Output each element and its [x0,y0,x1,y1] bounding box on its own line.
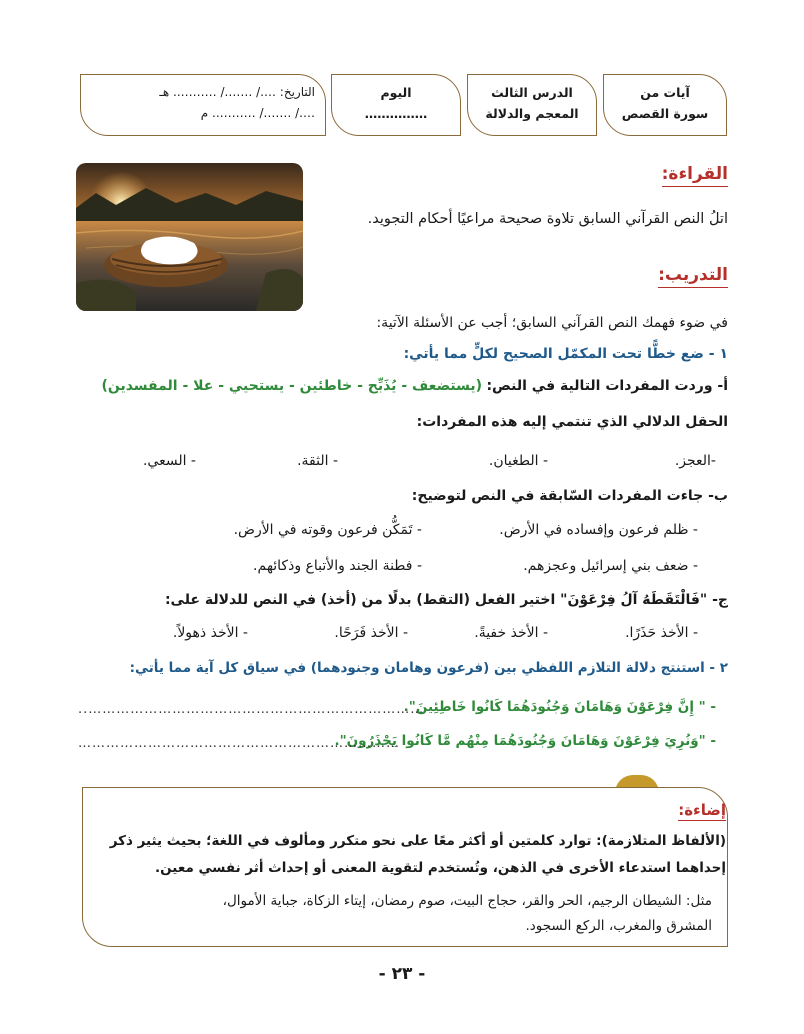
header-date-gregorian: …./ ……./ ……….. م [200,106,315,120]
option-1b-3[interactable]: - ضعف بني إسرائيل وعجزهم. [523,558,698,574]
answer-line-2[interactable]: …………………………………………………………… [78,736,400,751]
option-1c-3[interactable]: - الأخذ فَرَحًا. [334,625,408,641]
header-surah-box [603,74,727,136]
question-1c-prefix: ج- [707,592,728,608]
reading-title: القراءة: [661,164,728,184]
question-1a [101,378,728,394]
basket-river-image [76,163,303,311]
reading-instruction: اتلُ النص القرآني السابق تلاوة صحيحة مراعيًا أحكام التجويد. [367,211,728,227]
question-2-label: ٢ - استنتج دلالة التلازم اللفظي بين (فرعون وهامان وجنودهما) في سياق كل آية مما يأتي: [129,660,728,676]
header-date-hijri: التاريخ: …./ ……./ ……….. هـ [159,85,315,99]
question-2-verse-1: - " إِنَّ فِرْعَوْنَ وَهَامَانَ وَجُنُودَهُمَا كَانُوا خَاطِئِينَ". [403,699,716,715]
question-1b-question: ب- جاءت المفردات السّابقة في النص لتوضيح: [411,488,728,504]
header-day-blank: …………… [364,106,428,121]
header-lesson-box [467,74,597,136]
option-1c-4[interactable]: - الأخذ ذهولاً. [172,625,248,641]
training-intro: في ضوء فهمك النص القرآني السابق؛ أجب عن الأسئلة الآتية: [376,315,728,331]
option-1c-1[interactable]: - الأخذ حَذَرًا. [625,625,698,641]
option-1a-4[interactable]: - السعي. [142,453,196,469]
question-1a-question: الحقل الدلالي الذي تنتمي إليه هذه المفردات: [416,414,728,430]
option-1c-2[interactable]: - الأخذ خفيةً. [474,625,548,641]
info-title: إضاءة: [678,801,726,819]
header-lesson-line2: المعجم والدلالة [485,106,579,121]
question-1c [165,592,728,608]
header-lesson-line1: الدرس الثالث [491,85,573,100]
info-definition-line-1: (الألفاظ المتلازمة): توارد كلمتين أو أكثر معًا على نحو متكرر ومألوف في اللغة؛ بحيث يثير ذكر [109,833,726,849]
info-example-line-2: المشرق والمغرب، الركع السجود. [525,918,712,934]
option-1a-1[interactable]: -العجز. [674,453,716,469]
info-definition-line-2: إحداهما استدعاء الأخرى في الذهن، وتُستخدم لتقوية المعنى أو إحداث أثر نفسي معين. [155,860,726,876]
header-surah-line2: سورة القصص [621,106,709,121]
question-1a-words: (يستضعف - يُذَبِّح - خاطئين - يستحيي - علا - المفسدين) [101,378,482,394]
question-1c-question: اختير الفعل (التقط) بدلًا من (أخذ) في النص للدلالة على: [164,592,561,608]
question-1a-prefix: أ- وردت المفردات التالية في النص: [486,378,728,394]
option-1b-1[interactable]: - ظلم فرعون وإفساده في الأرض. [499,522,698,538]
answer-line-1[interactable]: ……………………………………………………………….. [78,702,425,717]
question-1c-quote: "فَالْتَقَطَهُ آلُ فِرْعَوْنَ" [560,592,708,608]
training-title: التدريب: [658,265,728,285]
info-example-line-1: مثل: الشيطان الرجيم، الحر والقر، حجاج البيت، صوم رمضان، إيتاء الزكاة، جباية الأموال، [222,893,712,909]
question-2-verse-2: - "وَنُرِيَ فِرْعَوْنَ وَهَامَانَ وَجُنُودَهُمَا مِنْهُم مَّا كَانُوا يَحْذَرُونَ". [334,733,716,749]
option-1b-2[interactable]: - تَمَكُّن فرعون وقوته في الأرض. [233,522,422,538]
header-date-box [80,74,326,136]
option-1a-3[interactable]: - الثقة. [297,453,338,469]
header-day-label: اليوم [380,85,412,100]
option-1a-2[interactable]: - الطغيان. [488,453,548,469]
question-1-label: ١ - ضع خطًّا تحت المكمّل الصحيح لكلٍّ مما يأتي: [403,346,728,362]
header-surah-line1: آيات من [640,85,690,100]
option-1b-4[interactable]: - فطنة الجند والأتباع وذكائهم. [253,558,422,574]
header-day-box [331,74,461,136]
page-number: - ٢٣ - [378,964,426,984]
